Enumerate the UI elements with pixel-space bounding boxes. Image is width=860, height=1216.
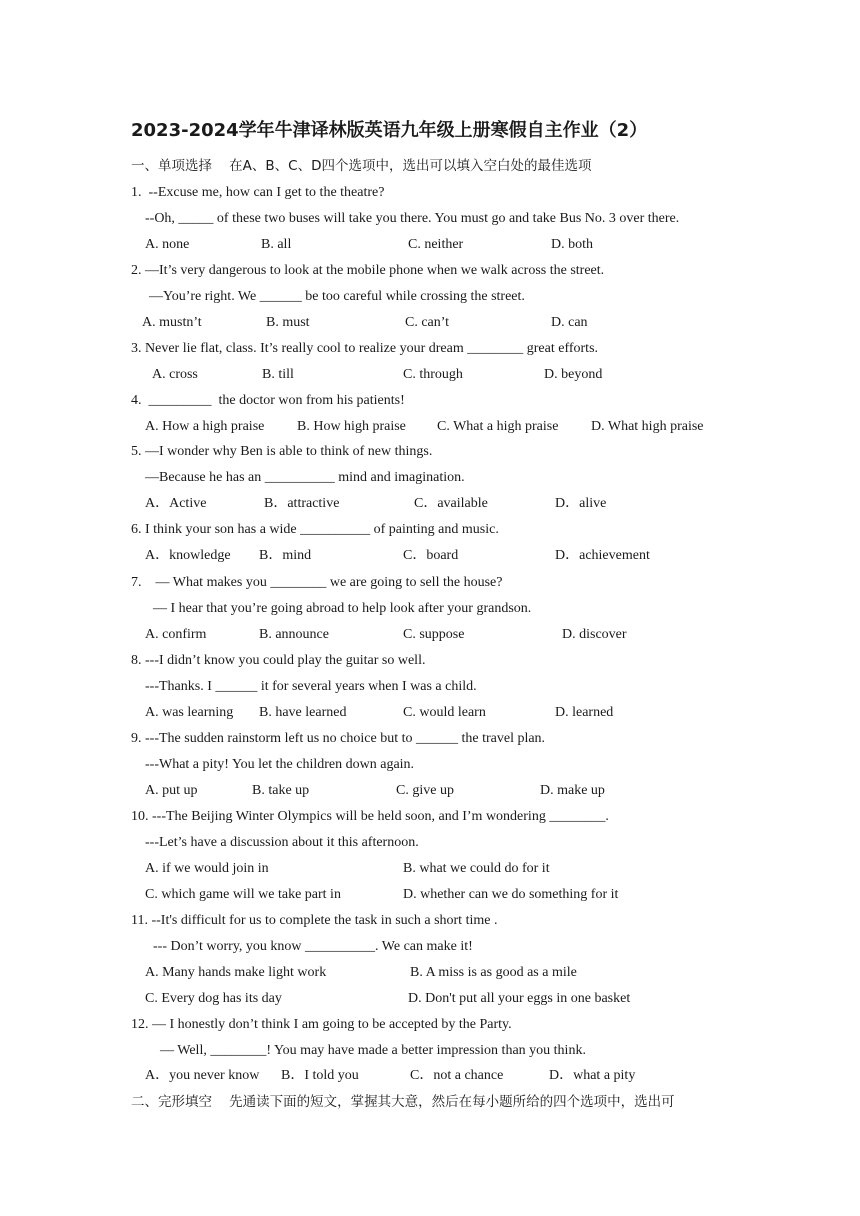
question-3-option-a: A. cross [152,367,198,382]
section-heading-cloze: 二、完形填空 先通读下面的短文，掌握其大意，然后在每小题所给的四个选项中，选出可 [131,1094,675,1110]
question-1-line-2: --Oh, _____ of these two buses will take you there. You must go and take Bus No. 3 over there. [145,211,680,226]
question-12-option-c: C．not a chance [410,1068,504,1083]
question-11-line-2: --- Don’t worry, you know __________. We can make it! [153,939,473,954]
question-1-option-c: C. neither [408,237,464,252]
question-7-option-d: D. discover [562,627,627,642]
question-10-line-2: ---Let’s have a discussion about it this afternoon. [145,835,419,850]
question-3-option-b: B. till [262,367,294,382]
question-9-option-d: D. make up [540,783,605,798]
question-5-option-c: C．available [414,496,488,511]
question-9-option-a: A. put up [145,783,198,798]
question-2-line-2: —You’re right. We ______ be too careful while crossing the street. [149,289,525,304]
question-5-option-d: D．alive [555,496,607,511]
question-10-option-d: D. whether can we do something for it [403,887,619,902]
question-5-option-b: B．attractive [264,496,340,511]
question-8-option-d: D. learned [555,705,614,720]
question-12-line-2: — Well, ________! You may have made a better impression than you think. [160,1043,586,1058]
question-4-option-d: D. What high praise [591,419,704,434]
question-11-line-1: 11. --It's difficult for us to complete the task in such a short time . [131,913,498,928]
question-1-line-1: 1. --Excuse me, how can I get to the theatre? [131,185,385,200]
question-1-option-d: D. both [551,237,593,252]
question-1-option-a: A. none [145,237,190,252]
question-3-option-c: C. through [403,367,463,382]
section-heading-single-choice: 一、单项选择 在A、B、C、D四个选项中，选出可以填入空白处的最佳选项 [131,158,592,174]
question-12-line-1: 12. — I honestly don’t think I am going to be accepted by the Party. [131,1017,512,1032]
question-9-line-2: ---What a pity! You let the children down again. [145,757,415,772]
question-10-option-c: C. which game will we take part in [145,887,341,902]
question-3-line-1: 3. Never lie flat, class. It’s really cool to realize your dream ________ great efforts. [131,341,599,356]
question-8-option-c: C. would learn [403,705,486,720]
question-7-line-2: — I hear that you’re going abroad to help look after your grandson. [153,601,532,616]
question-4-option-c: C. What a high praise [437,419,559,434]
question-7-option-a: A. confirm [145,627,207,642]
question-6-option-c: C．board [403,548,459,563]
question-8-option-a: A. was learning [145,705,234,720]
question-8-line-2: ---Thanks. I ______ it for several years when I was a child. [145,679,477,694]
question-12-option-b: B．I told you [281,1068,359,1083]
question-11-option-a: A. Many hands make light work [145,965,327,980]
question-5-line-1: 5. —I wonder why Ben is able to think of new things. [131,444,433,459]
question-9-option-b: B. take up [252,783,310,798]
question-5-line-2: —Because he has an __________ mind and imagination. [145,470,465,485]
question-3-option-d: D. beyond [544,367,603,382]
question-11-option-b: B. A miss is as good as a mile [410,965,577,980]
question-9-option-c: C. give up [396,783,454,798]
question-10-line-1: 10. ---The Beijing Winter Olympics will be held soon, and I’m wondering ________. [131,809,609,824]
question-2-line-1: 2. —It’s very dangerous to look at the mobile phone when we walk across the street. [131,263,605,278]
question-6-option-d: D．achievement [555,548,650,563]
question-1-option-b: B. all [261,237,292,252]
question-5-option-a: A．Active [145,496,207,511]
question-12-option-a: A．you never know [145,1068,260,1083]
question-12-option-d: D．what a pity [549,1068,636,1083]
question-7-option-c: C. suppose [403,627,465,642]
question-2-option-b: B. must [266,315,310,330]
question-10-option-a: A. if we would join in [145,861,269,876]
question-6-option-b: B．mind [259,548,312,563]
question-8-option-b: B. have learned [259,705,347,720]
question-6-line-1: 6. I think your son has a wide __________ of painting and music. [131,522,499,537]
question-4-line-1: 4. _________ the doctor won from his patients! [131,393,405,408]
question-2-option-d: D. can [551,315,588,330]
question-8-line-1: 8. ---I didn’t know you could play the guitar so well. [131,653,426,668]
question-2-option-a: A. mustn’t [142,315,202,330]
document-title: 2023-2024学年牛津译林版英语九年级上册寒假自主作业（2） [131,120,648,141]
question-2-option-c: C. can’t [405,315,450,330]
question-9-line-1: 9. ---The sudden rainstorm left us no choice but to ______ the travel plan. [131,731,546,746]
question-10-option-b: B. what we could do for it [403,861,550,876]
question-6-option-a: A．knowledge [145,548,231,563]
question-7-line-1: 7. — What makes you ________ we are going to sell the house? [131,575,503,590]
question-4-option-a: A. How a high praise [145,419,265,434]
question-11-option-d: D. Don't put all your eggs in one basket [408,991,631,1006]
question-11-option-c: C. Every dog has its day [145,991,282,1006]
question-4-option-b: B. How high praise [297,419,406,434]
question-7-option-b: B. announce [259,627,329,642]
